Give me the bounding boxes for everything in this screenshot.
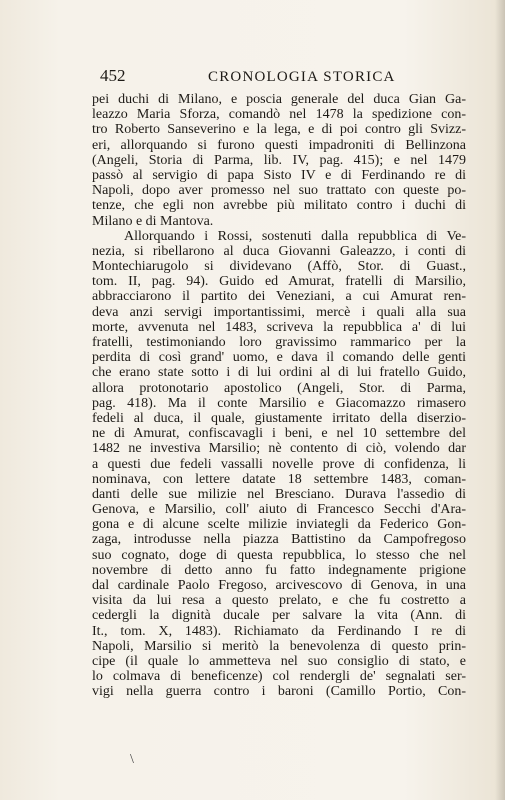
- text-line: [92, 472, 466, 487]
- text-line: [92, 350, 466, 365]
- text-line: [92, 289, 466, 304]
- text-line: [92, 229, 466, 244]
- text-line-content: fedeli al duca, il quale, giustamente irritato della diserzio-: [92, 410, 466, 426]
- text-line-content: pag. 418). Ma il conte Marsilio e Giacomazzo rimasero: [92, 395, 466, 411]
- text-line-content: 1482 ne investiva Marsilio; nè contento di ciò, volendo dar: [92, 441, 466, 457]
- text-line: [92, 457, 466, 472]
- text-line: [92, 320, 466, 335]
- page-header: [100, 66, 460, 88]
- text-line: [92, 487, 466, 502]
- text-line: [92, 365, 466, 380]
- text-line: [92, 411, 466, 426]
- text-line-content: visita da lui resa a questo prelato, e che fu costretto a: [92, 593, 466, 609]
- text-line-content: pei duchi di Milano, e poscia generale del duca Gian Ga-: [92, 92, 466, 107]
- text-line-content: gona e di alcune scelte milizie inviategli da Federico Gon-: [92, 517, 466, 533]
- margin-mark: \: [130, 752, 134, 767]
- text-line-content: deva anzi servigi importantissimi, mercè i quali alla sua: [92, 304, 466, 320]
- text-line: [92, 669, 466, 684]
- text-line-content: ne di Amurat, confiscavagli i beni, e nel 10 settembre del: [92, 426, 466, 442]
- page-gutter-shadow: [495, 0, 505, 800]
- text-line-content: Allorquando i Rossi, sostenuti dalla repubblica di Ve-: [124, 228, 466, 244]
- text-line: [92, 183, 466, 198]
- text-line-content: cipe (il quale lo ammetteva nel suo consiglio di stato, e: [92, 653, 466, 669]
- text-line: [92, 92, 466, 107]
- text-line: [92, 153, 466, 168]
- text-line: [92, 244, 466, 259]
- text-line-content: allora protonotario apostolico (Angeli, Stor. di Parma,: [92, 380, 466, 396]
- text-line-content: Genova, e Marsilio, coll' aiuto di Francesco Secchi d'Ara-: [92, 502, 466, 518]
- text-line: [92, 563, 466, 578]
- text-line: [92, 441, 466, 456]
- text-line-content: tenze, che egli non avrebbe più militato contro i duchi di: [92, 198, 466, 214]
- text-line: [92, 335, 466, 350]
- text-line: [92, 578, 466, 593]
- text-line: [92, 305, 466, 320]
- text-line: [92, 548, 466, 563]
- text-line: [92, 426, 466, 441]
- text-line-content: cedergli la dignità ducale per salvare la vita (Ann. di: [92, 608, 466, 624]
- text-line: [92, 517, 466, 532]
- text-line: [92, 168, 466, 183]
- text-line: [92, 274, 466, 289]
- text-line-content: che erano state sotto i di lui ordini al di lui fratello Guido,: [92, 365, 466, 381]
- running-head: CRONOLOGIA STORICA: [208, 69, 396, 85]
- text-line-content: nezia, si ribellarono al duca Giovanni Galeazzo, i conti di: [92, 243, 466, 259]
- text-line-content: Napoli, dopo aver promesso nel suo trattato con queste po-: [92, 183, 466, 199]
- text-line-content: suo cognato, doge di questa repubblica, lo stesso che nel: [92, 547, 466, 563]
- text-line-content: leazzo Maria Sforza, comandò nel 1478 la spedizione con-: [92, 107, 466, 123]
- text-line-content: lo colmava di beneficenze) col rendergli de' segnalati ser-: [92, 669, 466, 685]
- text-line: [92, 122, 466, 137]
- text-line-content: morte, avvenuta nel 1483, scriveva la repubblica a' di lui: [92, 319, 466, 335]
- text-line: [92, 381, 466, 396]
- text-line: [92, 502, 466, 517]
- text-line: [92, 593, 466, 608]
- text-line-content: eri, allorquando si furono questi impadroniti di Bellinzona: [92, 137, 466, 153]
- text-line: [92, 684, 466, 699]
- text-line-content: Milano e di Mantova.: [92, 213, 214, 229]
- text-line-content: abbracciarono il partito dei Veneziani, a cui Amurat ren-: [92, 289, 466, 305]
- text-line-content: Napoli, Marsilio si meritò la benevolenza di questo prin-: [92, 638, 466, 654]
- text-line-content: zaga, introdusse nella piazza Battistino da Campofregoso: [92, 532, 466, 548]
- text-line-content: passò al servigio di papa Sisto IV e di Ferdinando re di: [92, 167, 466, 183]
- text-line: [92, 532, 466, 547]
- text-line: [92, 608, 466, 623]
- page-number: 452: [100, 66, 126, 85]
- text-line: [92, 138, 466, 153]
- text-line: [92, 214, 466, 229]
- text-line: [92, 198, 466, 213]
- text-line: [92, 654, 466, 669]
- body-text: [92, 92, 466, 700]
- text-line-content: nominava, con lettere datate 18 settembre 1483, coman-: [92, 471, 466, 487]
- text-line-content: vigi nella guerra contro i baroni (Camillo Portio, Con-: [92, 684, 466, 700]
- text-line-content: Montechiarugolo si dividevano (Affò, Stor. di Guast.,: [92, 259, 466, 275]
- text-line-content: tro Roberto Sanseverino e la lega, e di poi contro gli Svizz-: [92, 122, 466, 138]
- text-line: [92, 259, 466, 274]
- text-line-content: perdita di così grand' uomo, e dava il comando delle genti: [92, 350, 466, 366]
- text-line-content: a questi due fedeli vassalli novelle prove di confidenza, li: [92, 456, 466, 472]
- text-line-content: danti delle sue milizie nel Bresciano. Durava l'assedio di: [92, 486, 466, 502]
- text-line-content: (Angeli, Storia di Parma, lib. IV, pag. 415); e nel 1479: [92, 152, 466, 168]
- text-line: [92, 639, 466, 654]
- text-line-content: dal cardinale Paolo Fregoso, arcivescovo di Genova, in una: [92, 578, 466, 593]
- text-line: [92, 107, 466, 122]
- text-line-content: novembre di detto anno fu fatto indegnamente prigione: [92, 562, 466, 578]
- text-line-content: tom. II, pag. 94). Guido ed Amurat, fratelli di Marsilio,: [92, 274, 466, 290]
- text-line: [92, 624, 466, 639]
- text-line: [92, 396, 466, 411]
- text-line-content: It., tom. X, 1483). Richiamato da Ferdinando I re di: [92, 623, 466, 639]
- text-line-content: fratelli, testimoniando loro gravissimo rammarico per la: [92, 335, 466, 350]
